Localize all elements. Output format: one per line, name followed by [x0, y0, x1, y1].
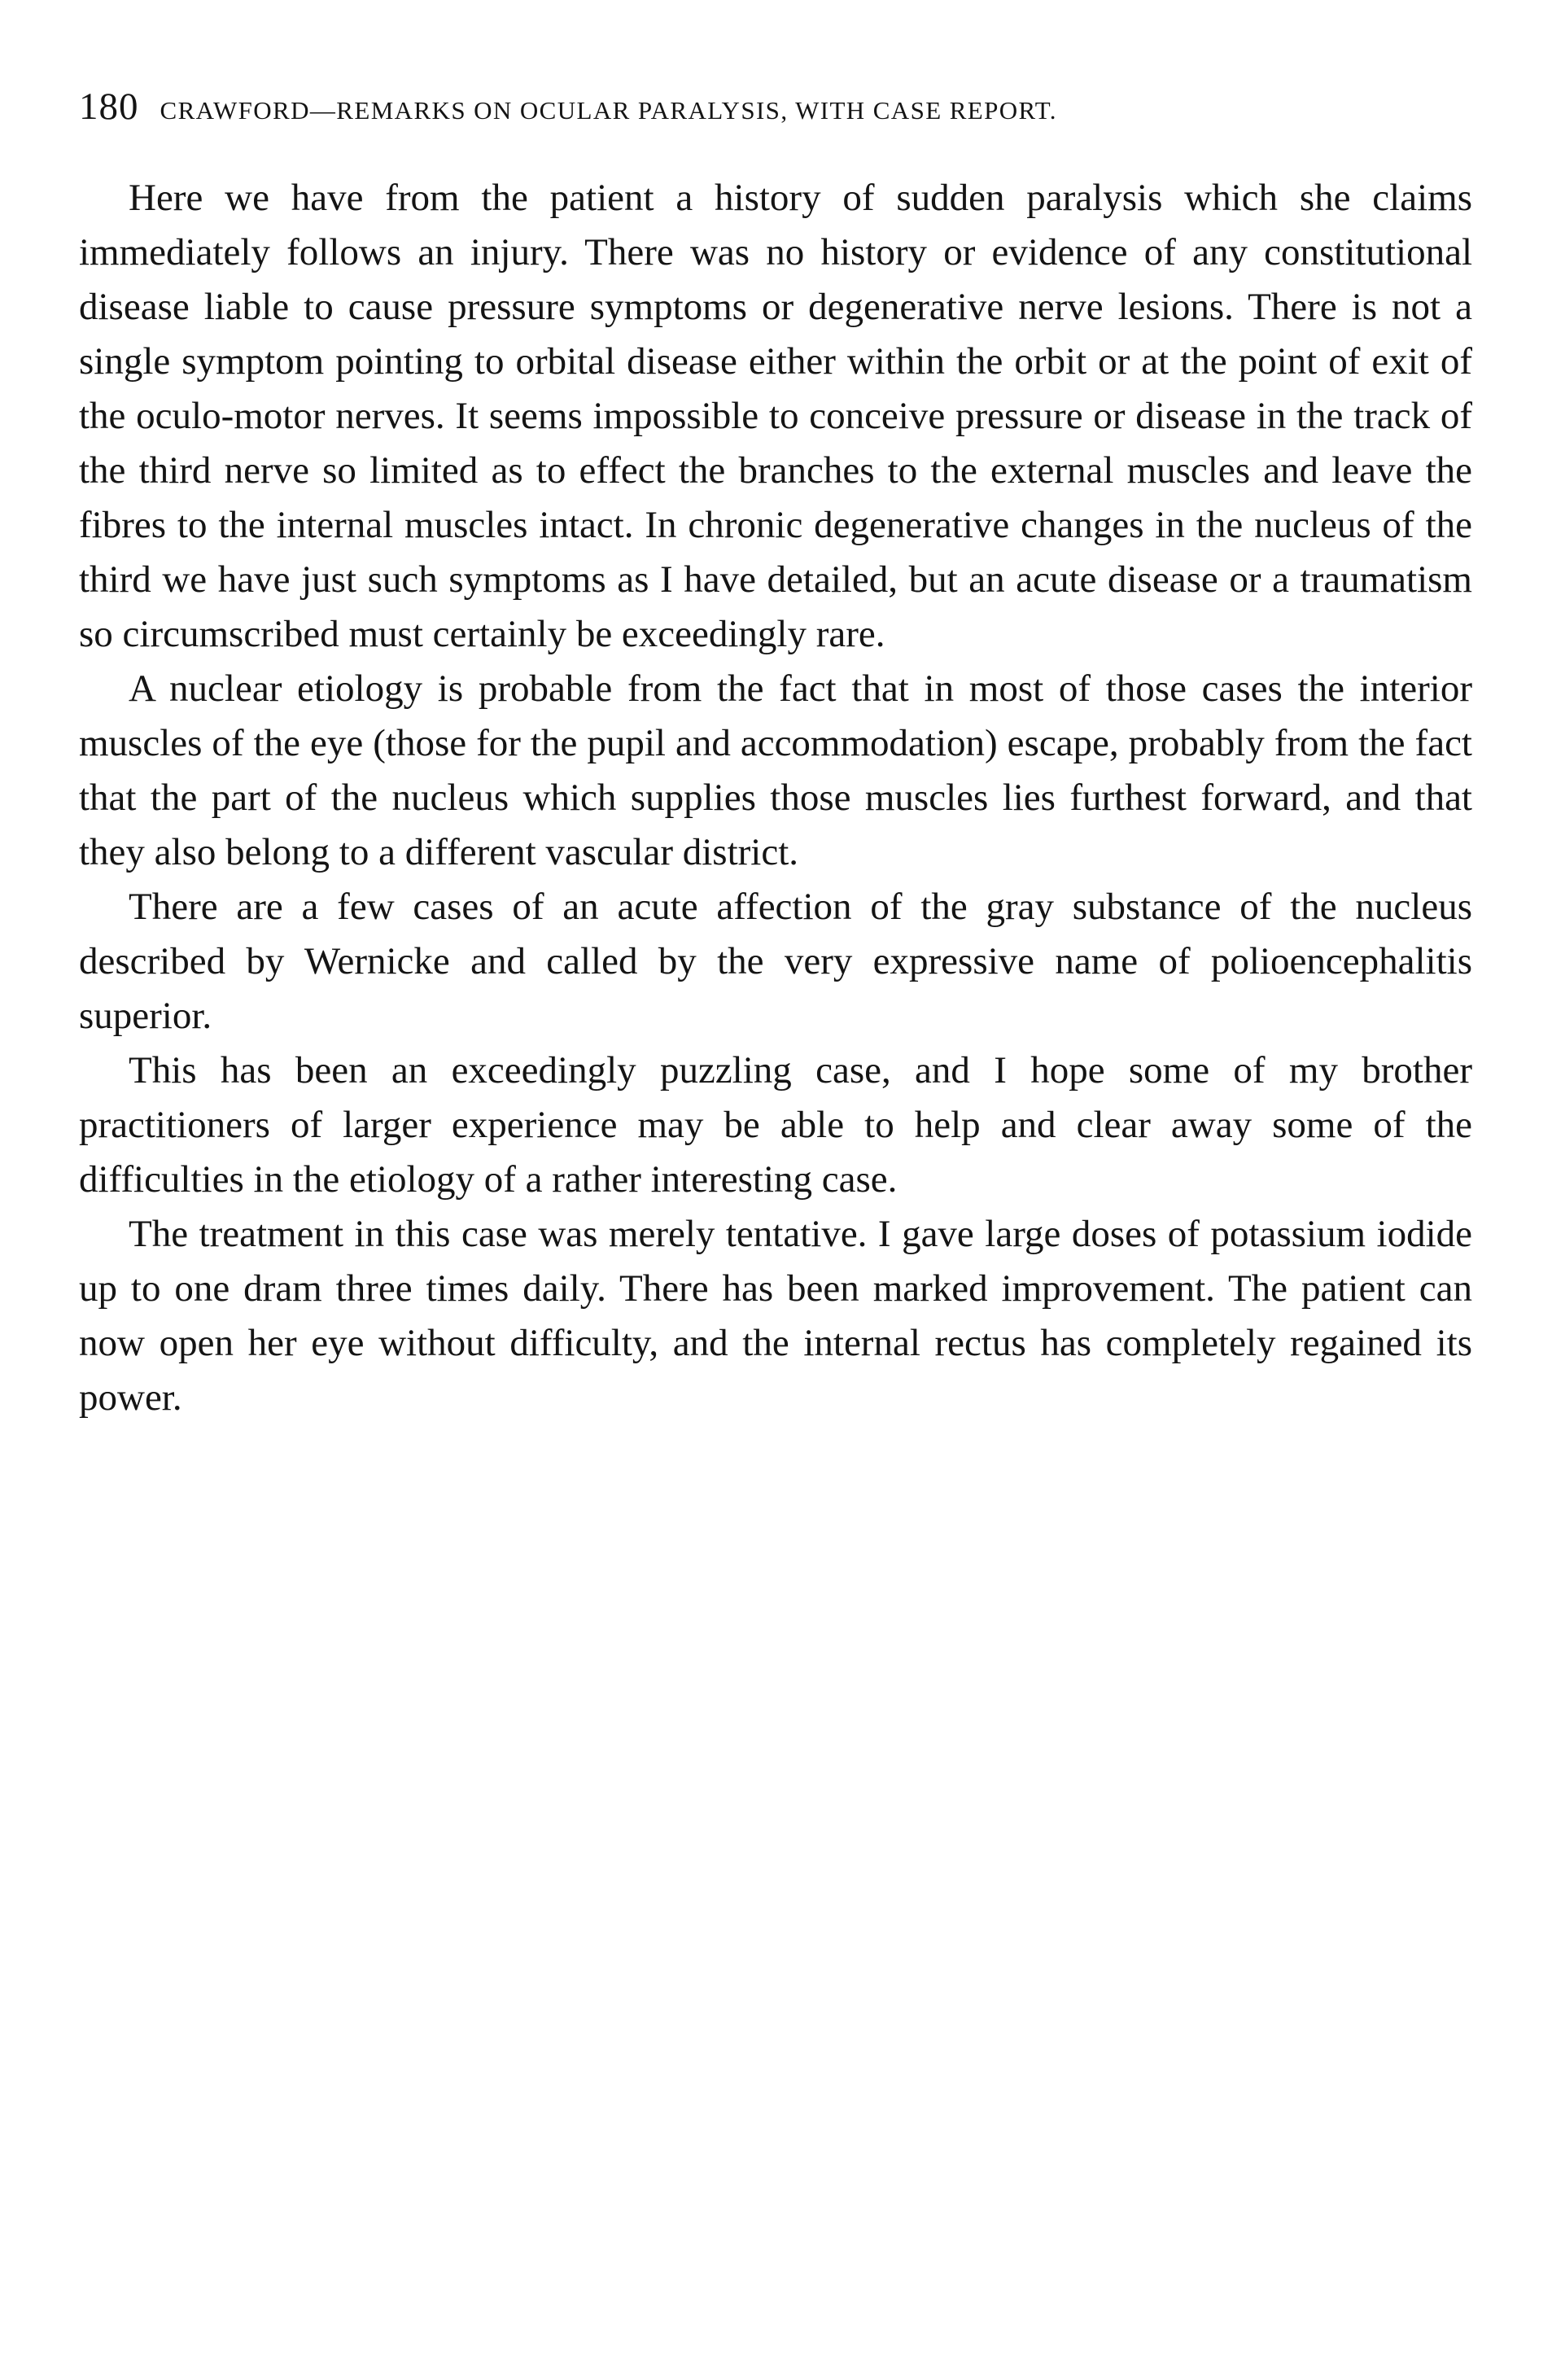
paragraph-history: Here we have from the patient a history of sudden paralysis which she claims immediately follows an injury. There was no history or evidence of any constitutional disease liable to cause pressure symptoms or degenerative nerve lesions. There is not a single symptom pointing to orbital disease either within the orbit or at the point of exit of the oculo-motor nerves. It seems impossible to conceive pressure or disease in the track of the third nerve so limited as to effect the branches to the external muscles and leave the fibres to the internal muscles intact. In chronic degenerative changes in the nucleus of the third we have just such symptoms as I have detailed, but an acute disease or a traumatism so circumscribed must certainly be exceedingly rare. — [79, 177, 1472, 655]
paragraph-treatment: The treatment in this case was merely tentative. I gave large doses of potassium iodide up to one dram three times daily. There has been marked improvement. The patient can now open her eye without difficulty, and the internal rectus has completely regained its power. — [79, 1213, 1472, 1419]
paragraph-nuclear-etiology: A nuclear etiology is probable from the fact that in most of those cases the interior muscles of the eye (those for the pupil and accommodation) escape, probably from the fact that the part of the nucleus which supplies those muscles lies furthest forward, and that they also belong to a different vascular district. — [79, 667, 1472, 873]
page-number: 180 — [79, 85, 139, 128]
paragraph-puzzling-case: This has been an exceedingly puzzling case, and I hope some of my brother practitioners of larger experience may be able to help and clear away some of the difficulties in the etiology of a rather interesting case. — [79, 1049, 1472, 1201]
article-body — [79, 171, 1472, 1425]
running-head — [79, 85, 1479, 142]
running-title: CRAWFORD—REMARKS ON OCULAR PARALYSIS, WITH CASE REPORT. — [160, 96, 1057, 125]
paragraph-wernicke: There are a few cases of an acute affection of the gray substance of the nucleus described by Wernicke and called by the very expressive name of polioencephalitis superior. — [79, 886, 1472, 1037]
